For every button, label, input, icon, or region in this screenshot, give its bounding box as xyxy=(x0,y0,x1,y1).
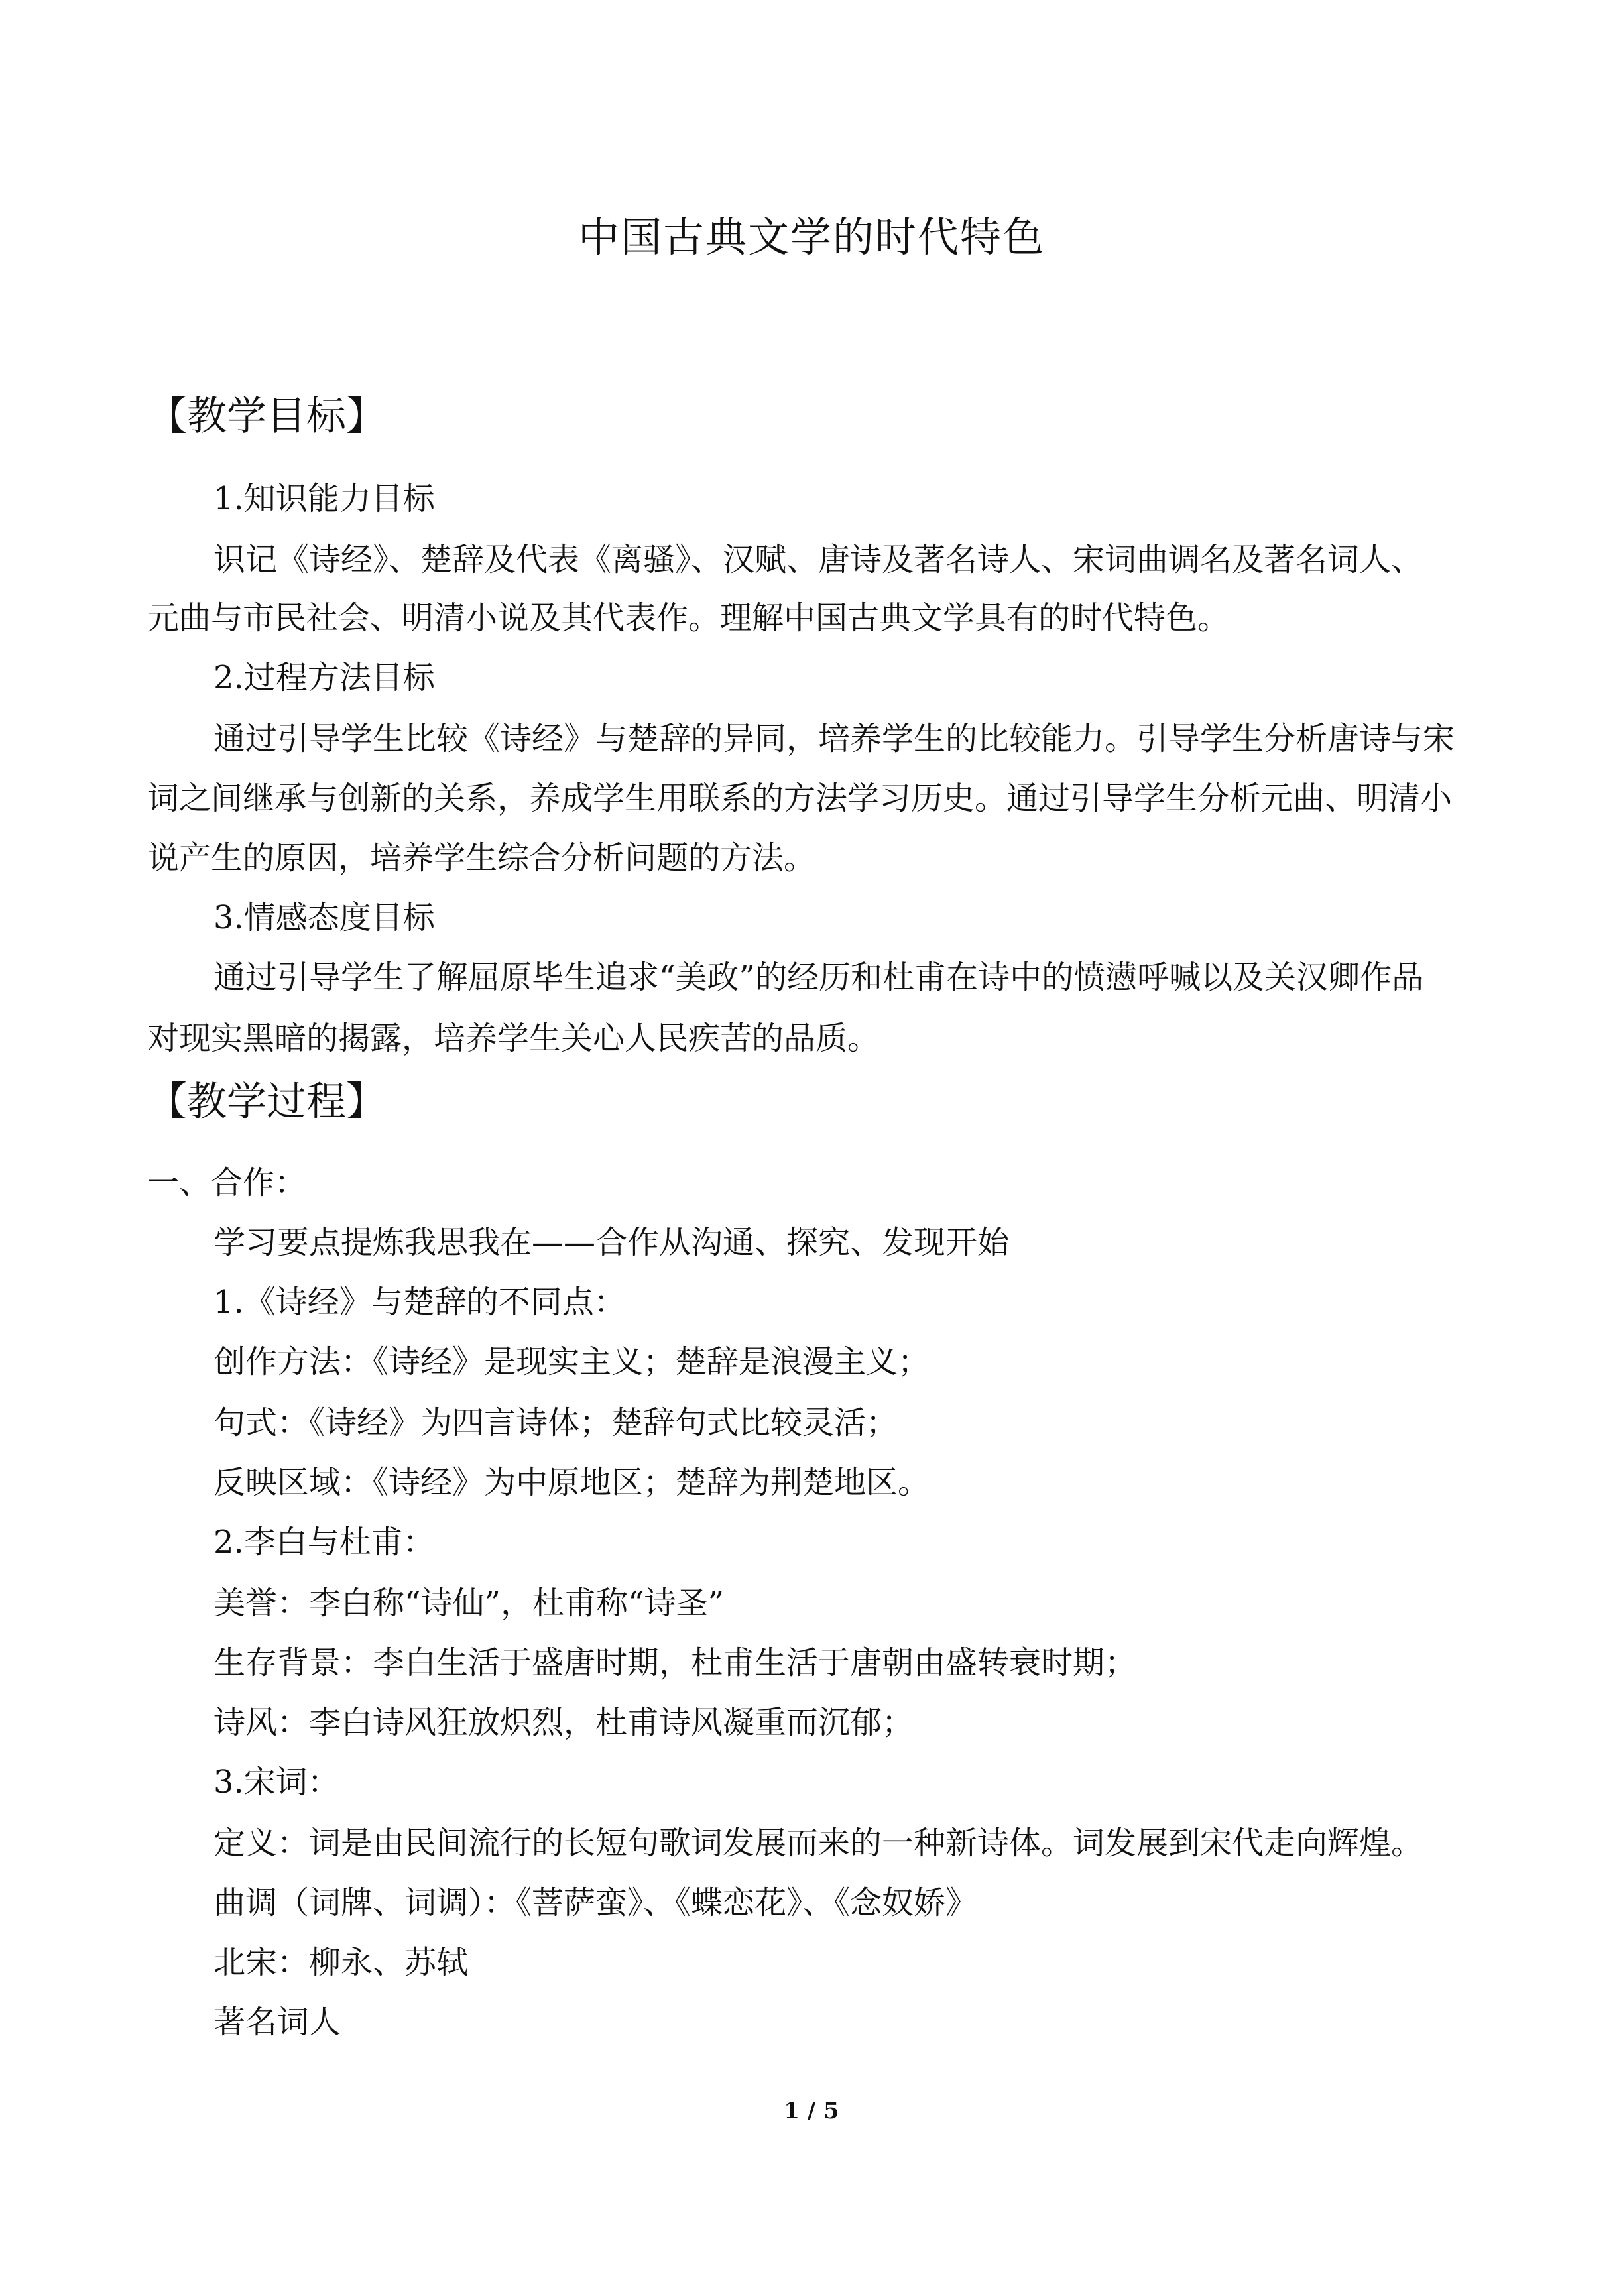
objective-line-2: 识记《诗经》、楚辞及代表《离骚》、汉赋、唐诗及著名诗人、宋词曲调名及著名词人、 xyxy=(213,541,1423,578)
objective-line-1: 1.知识能力目标 xyxy=(213,480,435,517)
section-heading-objectives: 【教学目标】 xyxy=(147,393,386,440)
process-line-2: 学习要点提炼我思我在——合作从沟通、探究、发现开始 xyxy=(213,1224,1010,1261)
process-line-4: 创作方法：《诗经》是现实主义；楚辞是浪漫主义； xyxy=(213,1343,930,1380)
objective-line-6: 词之间继承与创新的关系，养成学生用联系的方法学习历史。通过引导学生分析元曲、明清小 xyxy=(147,780,1453,817)
process-line-3: 1.《诗经》与楚辞的不同点： xyxy=(213,1284,626,1321)
objective-line-7: 说产生的原因，培养学生综合分析问题的方法。 xyxy=(147,839,816,876)
process-line-7: 2.李白与杜甫： xyxy=(213,1524,435,1561)
process-line-5: 句式：《诗经》为四言诗体；楚辞句式比较灵活； xyxy=(213,1404,898,1441)
objective-line-5: 通过引导学生比较《诗经》与楚辞的异同，培养学生的比较能力。引导学生分析唐诗与宋 xyxy=(213,720,1455,757)
process-line-1: 一、合作： xyxy=(147,1164,307,1201)
process-line-8: 美誉：李白称“诗仙”，杜甫称“诗圣” xyxy=(213,1585,725,1622)
process-line-11: 3.宋词： xyxy=(213,1764,339,1801)
objective-line-8: 3.情感态度目标 xyxy=(213,899,435,936)
objective-line-3: 元曲与市民社会、明清小说及其代表作。理解中国古典文学具有的时代特色。 xyxy=(147,599,1230,636)
page-number: 1 / 5 xyxy=(784,2098,839,2124)
objective-line-9: 通过引导学生了解屈原毕生追求“美政”的经历和杜甫在诗中的愤懑呼喊以及关汉卿作品 xyxy=(213,959,1424,996)
process-line-14: 北宋：柳永、苏轼 xyxy=(213,1944,469,1981)
objective-line-4: 2.过程方法目标 xyxy=(213,659,435,696)
document-title: 中国古典文学的时代特色 xyxy=(577,213,1045,261)
process-line-6: 反映区域：《诗经》为中原地区；楚辞为荆楚地区。 xyxy=(213,1464,930,1501)
section-heading-process: 【教学过程】 xyxy=(147,1079,386,1125)
process-line-9: 生存背景：李白生活于盛唐时期，杜甫生活于唐朝由盛转衰时期； xyxy=(213,1644,1137,1681)
process-line-10: 诗风：李白诗风狂放炽烈，杜甫诗风凝重而沉郁； xyxy=(213,1704,914,1741)
process-line-13: 曲调（词牌、词调）：《菩萨蛮》、《蝶恋花》、《念奴娇》 xyxy=(213,1884,978,1921)
process-line-12: 定义：词是由民间流行的长短句歌词发展而来的一种新诗体。词发展到宋代走向辉煌。 xyxy=(213,1825,1423,1862)
objective-line-10: 对现实黑暗的揭露，培养学生关心人民疾苦的品质。 xyxy=(147,1020,880,1057)
process-line-15: 著名词人 xyxy=(213,2004,341,2041)
